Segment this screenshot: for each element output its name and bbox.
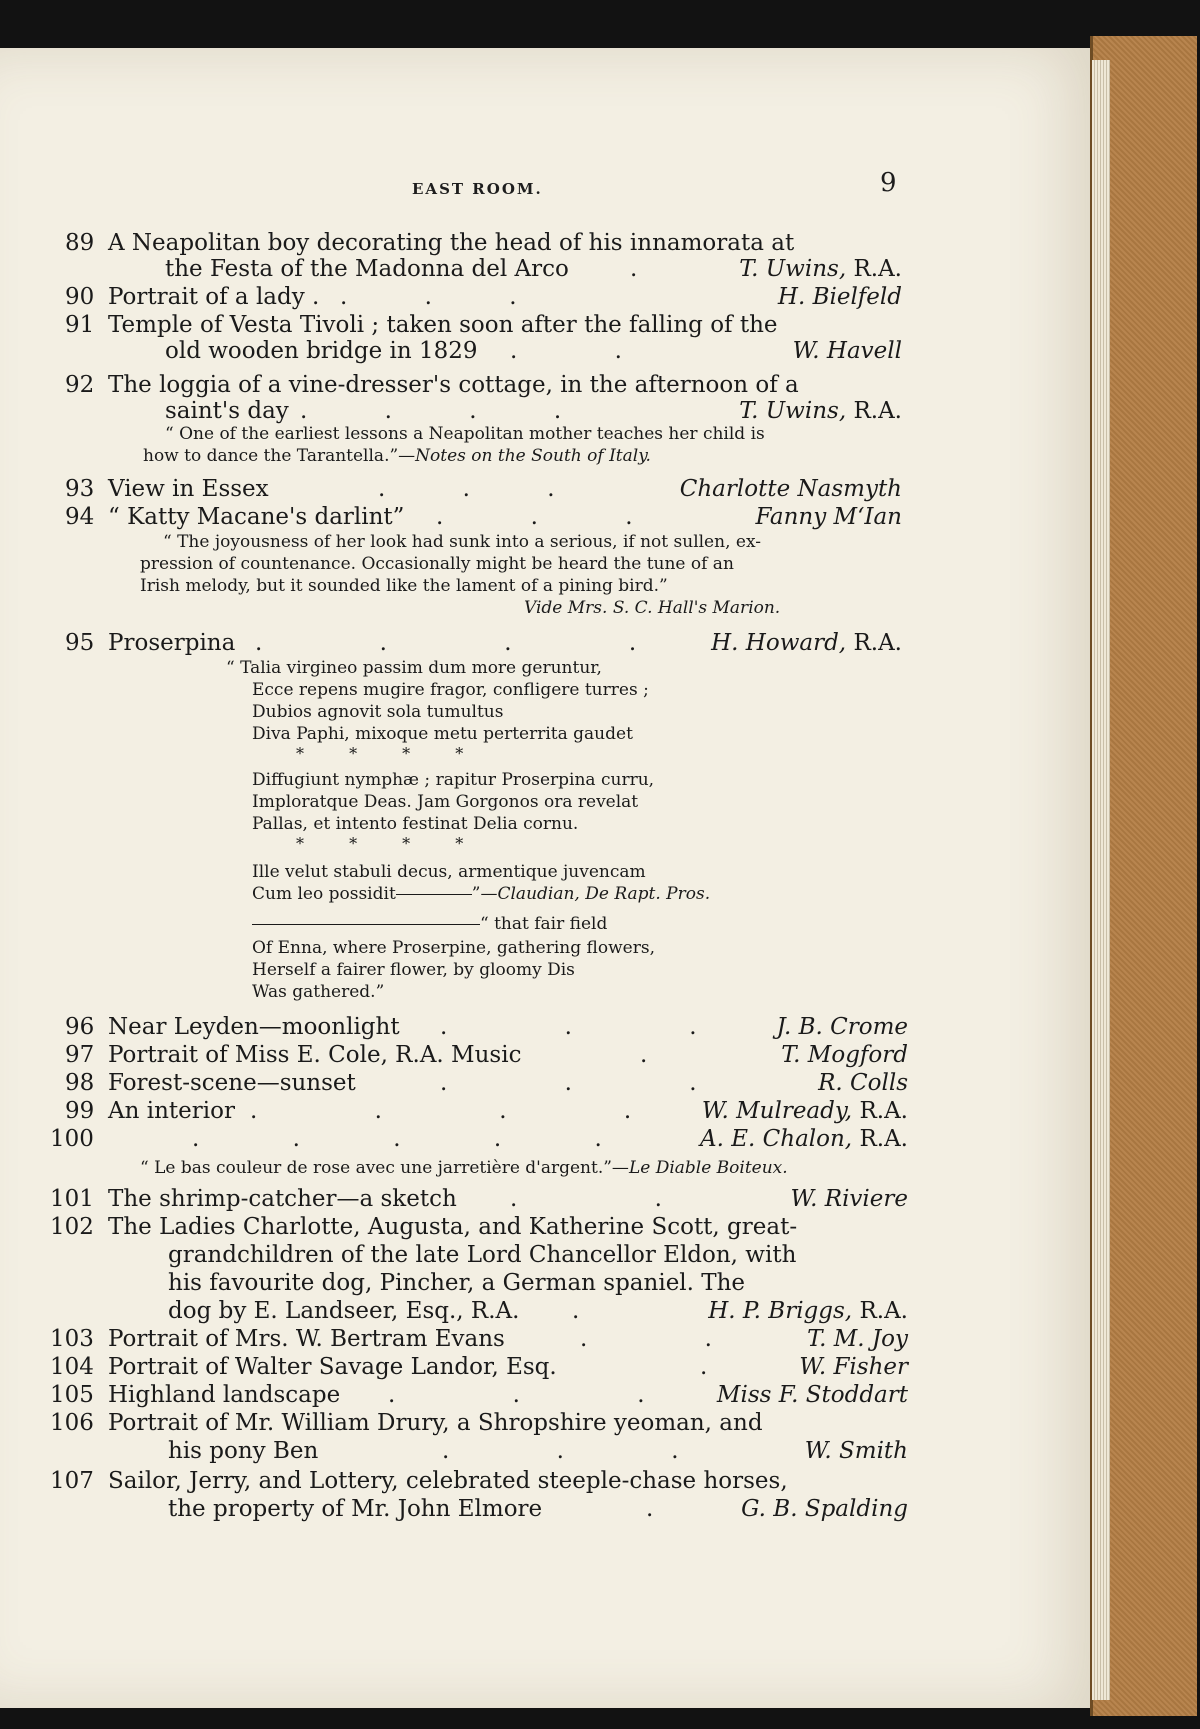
quote-line: “ The joyousness of her look had sunk into a serious, if not sullen, ex- (163, 532, 761, 552)
entry-artist: W. Riviere (790, 1186, 908, 1212)
entry-number: 95 (65, 630, 95, 656)
entry-title: grandchildren of the late Lord Chancellor Eldon, with (168, 1242, 797, 1268)
entry-artist: H. Howard, R.A. (711, 630, 902, 656)
entry-artist: T. Mogford (781, 1042, 908, 1068)
verse-line: Diva Paphi, mixoque metu perterrita gaudet (252, 724, 633, 744)
verse-line: Dubios agnovit sola tumultus (252, 702, 504, 722)
entry-number: 90 (65, 284, 95, 310)
entry-title: dog by E. Landseer, Esq., R.A. (168, 1298, 520, 1324)
entry-title: View in Essex (108, 476, 269, 502)
entry-number: 101 (50, 1186, 94, 1212)
entry-number: 100 (50, 1126, 94, 1152)
entry-artist: W. Smith (804, 1438, 908, 1464)
verse-line: Pallas, et intento festinat Delia cornu. (252, 814, 579, 834)
entry-artist: A. E. Chalon, R.A. (700, 1126, 908, 1152)
verse-line: Ille velut stabuli decus, armentique juvencam (252, 862, 646, 882)
quote-line: pression of countenance. Occasionally might be heard the tune of an (140, 554, 734, 574)
verse-line: Cum leo possidit ”—Claudian, De Rapt. Pros. (252, 884, 711, 904)
entry-title: Near Leyden—moonlight (108, 1014, 400, 1040)
entry-artist: W. Mulready, R.A. (701, 1098, 908, 1124)
entry-number: 97 (65, 1042, 95, 1068)
verse-line: Ecce repens mugire fragor, confligere turres ; (252, 680, 649, 700)
running-head: EAST ROOM. (412, 180, 543, 198)
entry-title: Temple of Vesta Tivoli ; taken soon after the falling of the (108, 312, 778, 338)
entry-number: 92 (65, 372, 95, 398)
verse-line: Was gathered.” (252, 982, 385, 1002)
verse-line: “ Talia virgineo passim dum more geruntur, (226, 658, 602, 678)
entry-title: the property of Mr. John Elmore (168, 1496, 543, 1522)
quote-line: “ Le bas couleur de rose avec une jarretière d'argent.”—Le Diable Boiteux. (140, 1158, 788, 1178)
entry-number: 91 (65, 312, 95, 338)
entry-number: 99 (65, 1098, 95, 1124)
entry-number: 93 (65, 476, 95, 502)
entry-title: his pony Ben (168, 1438, 319, 1464)
verse-line: “ that fair field (252, 914, 607, 934)
entry-title: old wooden bridge in 1829 (165, 338, 478, 364)
entry-artist: T. M. Joy (807, 1326, 908, 1352)
verse-line: Herself a fairer flower, by gloomy Dis (252, 960, 575, 980)
entry-title: The shrimp-catcher—a sketch (108, 1186, 457, 1212)
entry-number: 107 (50, 1468, 94, 1494)
catalogue-text: 89 A Neapolitan boy decorating the head of his innamorata at the Festa of the Madonna del Arco . T. Uwins, R.A. 90 Portrait of a lady . . . . H. Bielfeld 91 Temple of Vesta Tivoli ; taken soon after the falling of the old wooden bridge in 1829 . . W. Havell 92 The loggia of a vine-dresser's cottage, in the afternoon of a saint's day . . . . T. Uwins, R.A. “ One of the earliest lessons a Neapolitan mother teaches her child is how to dance the Tarantella.”—Notes on the South of Italy. 93 View in Essex . . . Charlotte Nasmyth 94 “ Katty Macane's darlint” . . . Fanny M‘Ian “ The joyousness of her look had sunk into a serious, if not sullen, ex- pression of countenance. Occasionally might be heard the tune of an Irish melody, but it sounded like the lament of a pining bird.” Vide Mrs. S. C. Hall's Marion. 95 Proserpina . . . . H. Howard, R.A. “ Talia virgineo passim dum more geruntur, Ecce repens mugire fragor, confligere turres ; Dubios agnovit sola tumultus Diva Paphi, mixoque metu perterrita gaudet * * * * Diffugiunt nymphæ ; rapitur Proserpina curru, Imploratque Deas. Jam Gorgonos ora revelat Pallas, et intento festinat Delia cornu. * * * * Ille velut stabuli decus, armentique juvencam Cum leo possidit ”—Claudian, De Rapt. Pros. “ that fair field Of Enna, where Proserpine, gathering flowers, Herself a fairer flower, by gloomy Dis Was gathered.” 96 Near Leyden—moonlight . . . J. B. Crome 97 Portrait of Miss E. Cole, R.A. Music . T. Mogford 98 Forest-scene—sunset . . . R. Colls 99 An interior . . . . W. Mulready, R.A. 100 . . . . . A. E. Chalon, R.A. “ Le bas couleur de rose avec une jarretière d'argent.”—Le Diable Boiteux. 101 The shrimp-catcher—a sketch . . W. Riviere 102 The Ladies Charlotte, Augusta, and Katherine Scott, great- grandchildren of the late Lord Chancellor Eldon, with his favourite dog, Pincher, a German spaniel. The dog by E. Landseer, Esq., R.A. . H. P. Briggs, R.A. 103 Portrait of Mrs. W. Bertram Evans . . T. M. Joy 104 Portrait of Walter Savage Landor, Esq. . W. Fisher 105 Highland landscape . . . Miss F. Stoddart 106 Portrait of Mr. William Drury, a Shropshire yeoman, and his pony Ben . . . W. Smith 107 Sailor, Jerry, and Lottery, celebrated steeple-chase horses, the property of Mr. John Elmore . G. B. Spalding (50, 230, 908, 1522)
entry-artist: Charlotte Nasmyth (679, 476, 902, 502)
entry-number: 103 (50, 1326, 94, 1352)
entry-title: An interior (108, 1098, 235, 1124)
entry-number: 98 (65, 1070, 95, 1096)
entry-title: Proserpina (108, 630, 236, 656)
entry-number: 102 (50, 1214, 94, 1240)
entry-number: 104 (50, 1354, 94, 1380)
entry-artist: T. Uwins, R.A. (739, 398, 902, 424)
entry-artist: W. Fisher (799, 1354, 908, 1380)
page-number: 9 (880, 168, 897, 198)
entry-title: the Festa of the Madonna del Arco (165, 256, 569, 282)
entry-title: Portrait of Mr. William Drury, a Shropshire yeoman, and (108, 1410, 763, 1436)
entry-number: 96 (65, 1014, 95, 1040)
entry-artist: W. Havell (792, 338, 902, 364)
entry-title: Portrait of Walter Savage Landor, Esq. (108, 1354, 557, 1380)
entry-title: The loggia of a vine-dresser's cottage, in the afternoon of a (108, 372, 799, 398)
entry-number: 106 (50, 1410, 94, 1436)
entry-title: Portrait of Mrs. W. Bertram Evans (108, 1326, 505, 1352)
quote-line: Irish melody, but it sounded like the lament of a pining bird.” (140, 576, 668, 596)
entry-title: Highland landscape (108, 1382, 341, 1408)
entry-number: 105 (50, 1382, 94, 1408)
entry-artist: Miss F. Stoddart (716, 1382, 908, 1408)
entry-title: saint's day (165, 398, 289, 424)
entry-artist: R. Colls (818, 1070, 908, 1096)
entry-artist: H. Bielfeld (777, 284, 902, 310)
quote-line: how to dance the Tarantella.”—Notes on the South of Italy. (143, 446, 651, 466)
entry-artist: H. P. Briggs, R.A. (708, 1298, 908, 1324)
entry-artist: J. B. Crome (776, 1014, 908, 1040)
entry-title: A Neapolitan boy decorating the head of his innamorata at (108, 230, 795, 256)
verse-line: Imploratque Deas. Jam Gorgonos ora revelat (252, 792, 639, 812)
entry-title: The Ladies Charlotte, Augusta, and Katherine Scott, great- (108, 1214, 798, 1240)
entry-artist: Fanny M‘Ian (755, 504, 902, 530)
entry-title: Forest-scene—sunset (108, 1070, 356, 1096)
entry-artist: G. B. Spalding (741, 1496, 908, 1522)
verse-line: Diffugiunt nymphæ ; rapitur Proserpina curru, (252, 770, 655, 790)
entry-title: Sailor, Jerry, and Lottery, celebrated steeple-chase horses, (108, 1468, 788, 1494)
quote-source: Vide Mrs. S. C. Hall's Marion. (524, 598, 781, 618)
verse-line: Of Enna, where Proserpine, gathering flowers, (252, 938, 655, 958)
entry-number: 89 (65, 230, 95, 256)
entry-title: Portrait of Miss E. Cole, R.A. Music (108, 1042, 522, 1068)
asterisks: * * * * (296, 744, 464, 763)
entry-number: 94 (65, 504, 95, 530)
asterisks: * * * * (296, 834, 464, 853)
entry-artist: T. Uwins, R.A. (739, 256, 902, 282)
entry-title: “ Katty Macane's darlint” (108, 504, 405, 530)
entry-title: his favourite dog, Pincher, a German spaniel. The (168, 1270, 746, 1296)
quote-line: “ One of the earliest lessons a Neapolitan mother teaches her child is (165, 424, 765, 444)
entry-title: Portrait of a lady . (108, 284, 320, 310)
